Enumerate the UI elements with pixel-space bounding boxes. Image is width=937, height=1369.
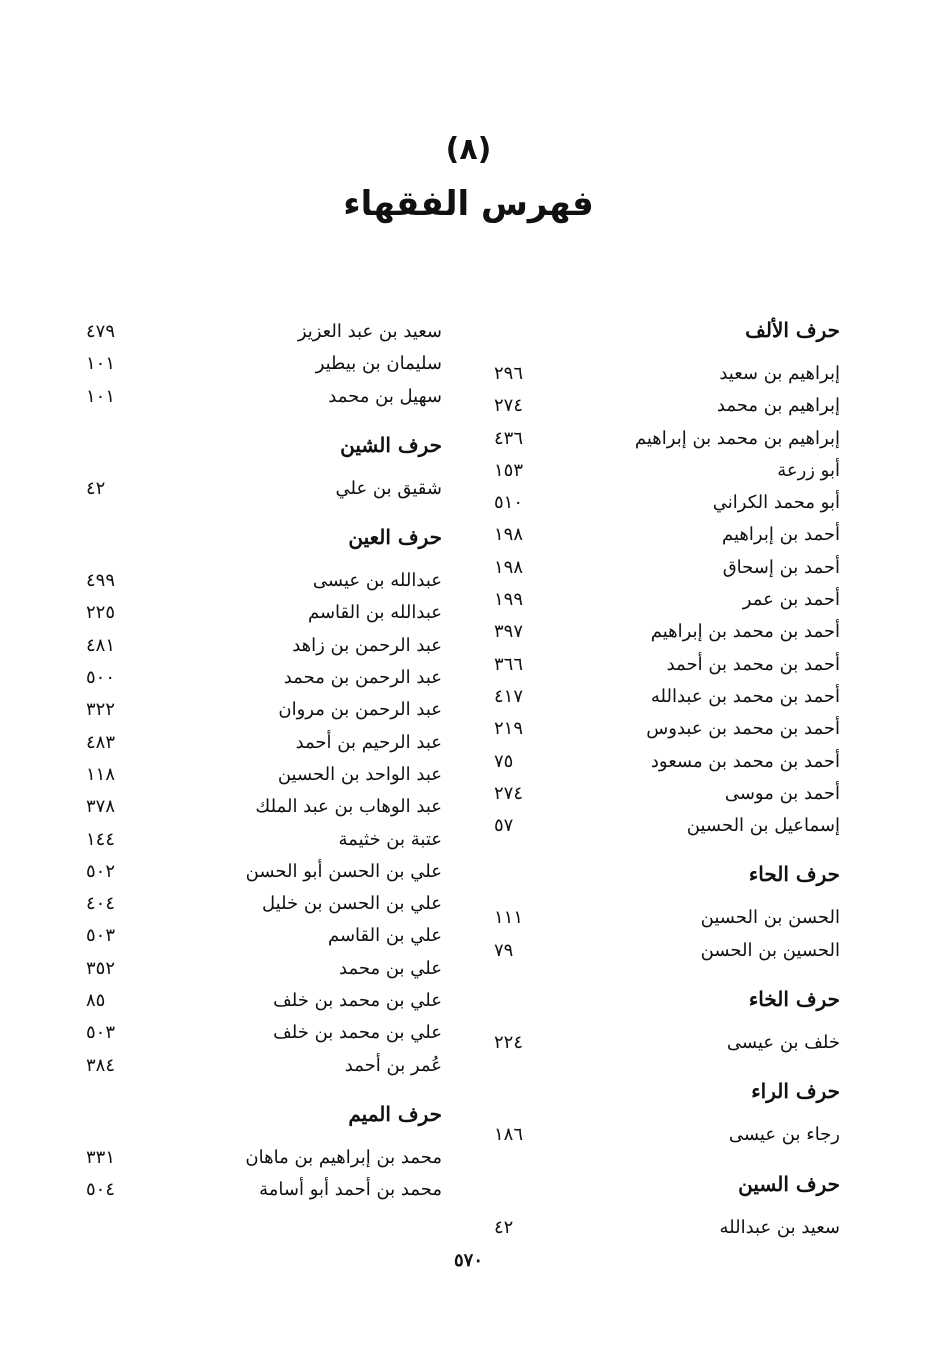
entry-name: أحمد بن عمر — [742, 589, 840, 611]
entry-name: عبد الرحمن بن زاهد — [292, 634, 442, 656]
entry-name: علي بن الحسن أبو الحسن — [245, 860, 442, 882]
entry-name: علي بن محمد بن خلف — [273, 1022, 442, 1044]
entry-name: خلف بن عيسى — [726, 1032, 840, 1054]
index-entry — [494, 1212, 840, 1244]
entry-name: عبد الرحمن بن محمد — [283, 667, 442, 689]
entry-page-number: ١٥٣ — [494, 459, 524, 481]
index-entry — [86, 759, 442, 791]
entry-name: عبد الرحمن بن مروان — [278, 699, 442, 721]
entry-name: عبدالله بن القاسم — [307, 602, 442, 624]
index-column-left — [86, 316, 442, 1207]
section-spacer — [86, 1082, 442, 1100]
entry-name: أحمد بن محمد بن عبدالله — [650, 685, 840, 707]
index-entry — [86, 1174, 442, 1206]
entry-name: محمد بن أحمد أبو أسامة — [259, 1179, 442, 1201]
entry-page-number: ٤٨٣ — [86, 731, 116, 753]
entry-page-number: ١٤٤ — [86, 828, 116, 850]
entry-page-number: ٣٦٦ — [494, 653, 524, 675]
index-entry — [86, 888, 442, 920]
index-entry — [494, 935, 840, 967]
entry-page-number: ١٠١ — [86, 385, 116, 407]
entry-page-number: ٢٢٤ — [494, 1032, 524, 1054]
entry-page-number: ١٠١ — [86, 353, 116, 375]
index-entry — [86, 953, 442, 985]
entry-page-number: ٤٨١ — [86, 634, 116, 656]
index-entry — [86, 824, 442, 856]
entry-name: إبراهيم بن محمد — [716, 395, 840, 417]
index-entry — [494, 423, 840, 455]
entry-page-number: ٥٠٤ — [86, 1179, 116, 1201]
index-entry — [86, 630, 442, 662]
section-spacer — [86, 413, 442, 431]
section-spacer — [494, 967, 840, 985]
entry-name: عبد الواحد بن الحسين — [277, 763, 442, 785]
entry-name: عتبة بن خثيمة — [338, 828, 442, 850]
entry-page-number: ٤٠٤ — [86, 893, 116, 915]
section-heading: حرف العين — [348, 525, 442, 550]
index-entry — [494, 1027, 840, 1059]
index-entry — [86, 920, 442, 952]
entry-page-number: ٢٧٤ — [494, 395, 524, 417]
entry-name: أحمد بن محمد بن عبدوس — [646, 718, 840, 740]
entry-name: إبراهيم بن سعيد — [719, 363, 840, 384]
entry-name: أحمد بن موسى — [724, 782, 840, 804]
index-entry — [494, 519, 840, 551]
entry-page-number: ١٩٨ — [494, 524, 524, 546]
entry-page-number: ٣٧٨ — [86, 796, 116, 818]
entry-name: محمد بن إبراهيم بن ماهان — [245, 1146, 442, 1168]
entry-name: عبد الرحيم بن أحمد — [295, 731, 442, 753]
entry-page-number: ٢١٩ — [494, 718, 524, 740]
entry-name: عبدالله بن عيسى — [312, 570, 442, 592]
entry-page-number: ٤٩٩ — [86, 570, 116, 592]
index-entry — [494, 552, 840, 584]
index-entry — [494, 358, 840, 390]
entry-name: رجاء بن عيسى — [728, 1124, 840, 1146]
entry-page-number: ٢٢٥ — [86, 602, 116, 624]
index-entry — [86, 1142, 442, 1174]
section-heading: حرف الألف — [745, 318, 840, 342]
index-entry — [494, 455, 840, 487]
chapter-number: (٨) — [445, 132, 492, 167]
index-entry — [494, 616, 840, 648]
entry-name: الحسن بن الحسين — [700, 907, 840, 929]
index-entry — [86, 791, 442, 823]
entry-name: علي بن الحسن بن خليل — [261, 893, 442, 915]
entry-page-number: ٤٧٩ — [86, 321, 116, 342]
entry-name: عبد الوهاب بن عبد الملك — [255, 796, 442, 818]
entry-name: إسماعيل بن الحسين — [686, 815, 840, 837]
entry-page-number: ١٨٦ — [494, 1124, 524, 1146]
entry-page-number: ٣٨٤ — [86, 1054, 116, 1076]
entry-name: سعيد بن عبدالله — [719, 1216, 840, 1238]
section-spacer — [494, 842, 840, 860]
entry-name: أحمد بن إسحاق — [722, 556, 840, 578]
entry-name: أحمد بن محمد بن إبراهيم — [650, 621, 840, 643]
index-entry — [494, 584, 840, 616]
entry-page-number: ١١٨ — [86, 763, 116, 785]
index-entry — [86, 1017, 442, 1049]
section-heading: حرف السين — [738, 1171, 840, 1196]
index-entry — [86, 694, 442, 726]
entry-page-number: ٧٩ — [494, 939, 514, 961]
section-heading: حرف الشين — [340, 432, 442, 457]
entry-page-number: ٤٢ — [86, 477, 106, 499]
index-entry — [494, 902, 840, 934]
entry-page-number: ٥٠٣ — [86, 1022, 116, 1044]
entry-page-number: ٤٢ — [494, 1216, 514, 1238]
index-entry — [86, 985, 442, 1017]
entry-name: أحمد بن محمد بن أحمد — [666, 653, 840, 675]
index-entry — [86, 662, 442, 694]
index-entry — [86, 597, 442, 629]
entry-page-number: ٤٣٦ — [494, 427, 524, 449]
section-heading: حرف الميم — [348, 1101, 442, 1126]
section-spacer — [494, 1152, 840, 1170]
entry-name: علي بن القاسم — [328, 925, 442, 947]
section-spacer — [494, 1059, 840, 1077]
entry-name: سليمان بن بيطير — [315, 353, 442, 375]
entry-name: سهيل بن محمد — [328, 385, 442, 407]
index-entry — [494, 810, 840, 842]
section-heading: حرف الراء — [751, 1079, 840, 1104]
index-entry — [86, 1050, 442, 1082]
entry-page-number: ٥١٠ — [494, 492, 524, 514]
entry-page-number: ٣٩٧ — [494, 621, 524, 643]
entry-name: علي بن محمد — [339, 957, 442, 979]
index-entry — [494, 778, 840, 810]
entry-name: أحمد بن إبراهيم — [722, 524, 840, 546]
entry-page-number: ٥٠٢ — [86, 860, 116, 882]
page-title: فهرس الفقهاء — [343, 184, 594, 224]
entry-page-number: ٧٥ — [494, 750, 514, 772]
entry-page-number: ٣٣١ — [86, 1146, 116, 1168]
entry-page-number: ٨٥ — [86, 990, 106, 1012]
entry-name: أبو زرعة — [777, 459, 840, 481]
index-entry — [86, 727, 442, 759]
entry-page-number: ١١١ — [494, 907, 524, 929]
entry-page-number: ٢٧٤ — [494, 782, 524, 804]
index-entry — [494, 681, 840, 713]
entry-page-number: ٥٧ — [494, 815, 514, 837]
section-spacer — [86, 505, 442, 523]
index-entry — [494, 649, 840, 681]
index-entry — [494, 1119, 840, 1151]
entry-name: أبو محمد الكراني — [712, 492, 840, 514]
entry-name: أحمد بن محمد بن مسعود — [650, 750, 840, 772]
entry-page-number: ٥٠٠ — [86, 667, 116, 689]
index-entry — [494, 746, 840, 778]
entry-name: سعيد بن عبد العزيز — [297, 321, 442, 342]
index-entry — [494, 487, 840, 519]
entry-page-number: ١٩٩ — [494, 589, 524, 611]
page-number: ٥٧٠ — [453, 1250, 483, 1271]
index-entry — [494, 390, 840, 422]
entry-page-number: ٤١٧ — [494, 685, 524, 707]
entry-name: الحسين بن الحسن — [700, 939, 840, 961]
index-entry — [86, 565, 442, 597]
entry-name: شقيق بن علي — [335, 477, 442, 499]
index-entry — [86, 316, 442, 348]
entry-name: علي بن محمد بن خلف — [273, 990, 442, 1012]
section-heading: حرف الخاء — [748, 987, 840, 1012]
entry-name: إبراهيم بن محمد بن إبراهيم — [634, 427, 840, 449]
index-entry — [86, 856, 442, 888]
entry-page-number: ٣٢٢ — [86, 699, 116, 721]
index-column-right — [494, 316, 840, 1244]
entry-name: عُمر بن أحمد — [344, 1054, 442, 1076]
index-entry — [86, 381, 442, 413]
section-heading: حرف الحاء — [748, 862, 840, 887]
index-entry — [494, 713, 840, 745]
index-entry — [86, 348, 442, 380]
index-entry — [86, 473, 442, 505]
entry-page-number: ٢٩٦ — [494, 363, 524, 384]
entry-page-number: ٥٠٣ — [86, 925, 116, 947]
entry-page-number: ٣٥٢ — [86, 957, 116, 979]
entry-page-number: ١٩٨ — [494, 556, 524, 578]
